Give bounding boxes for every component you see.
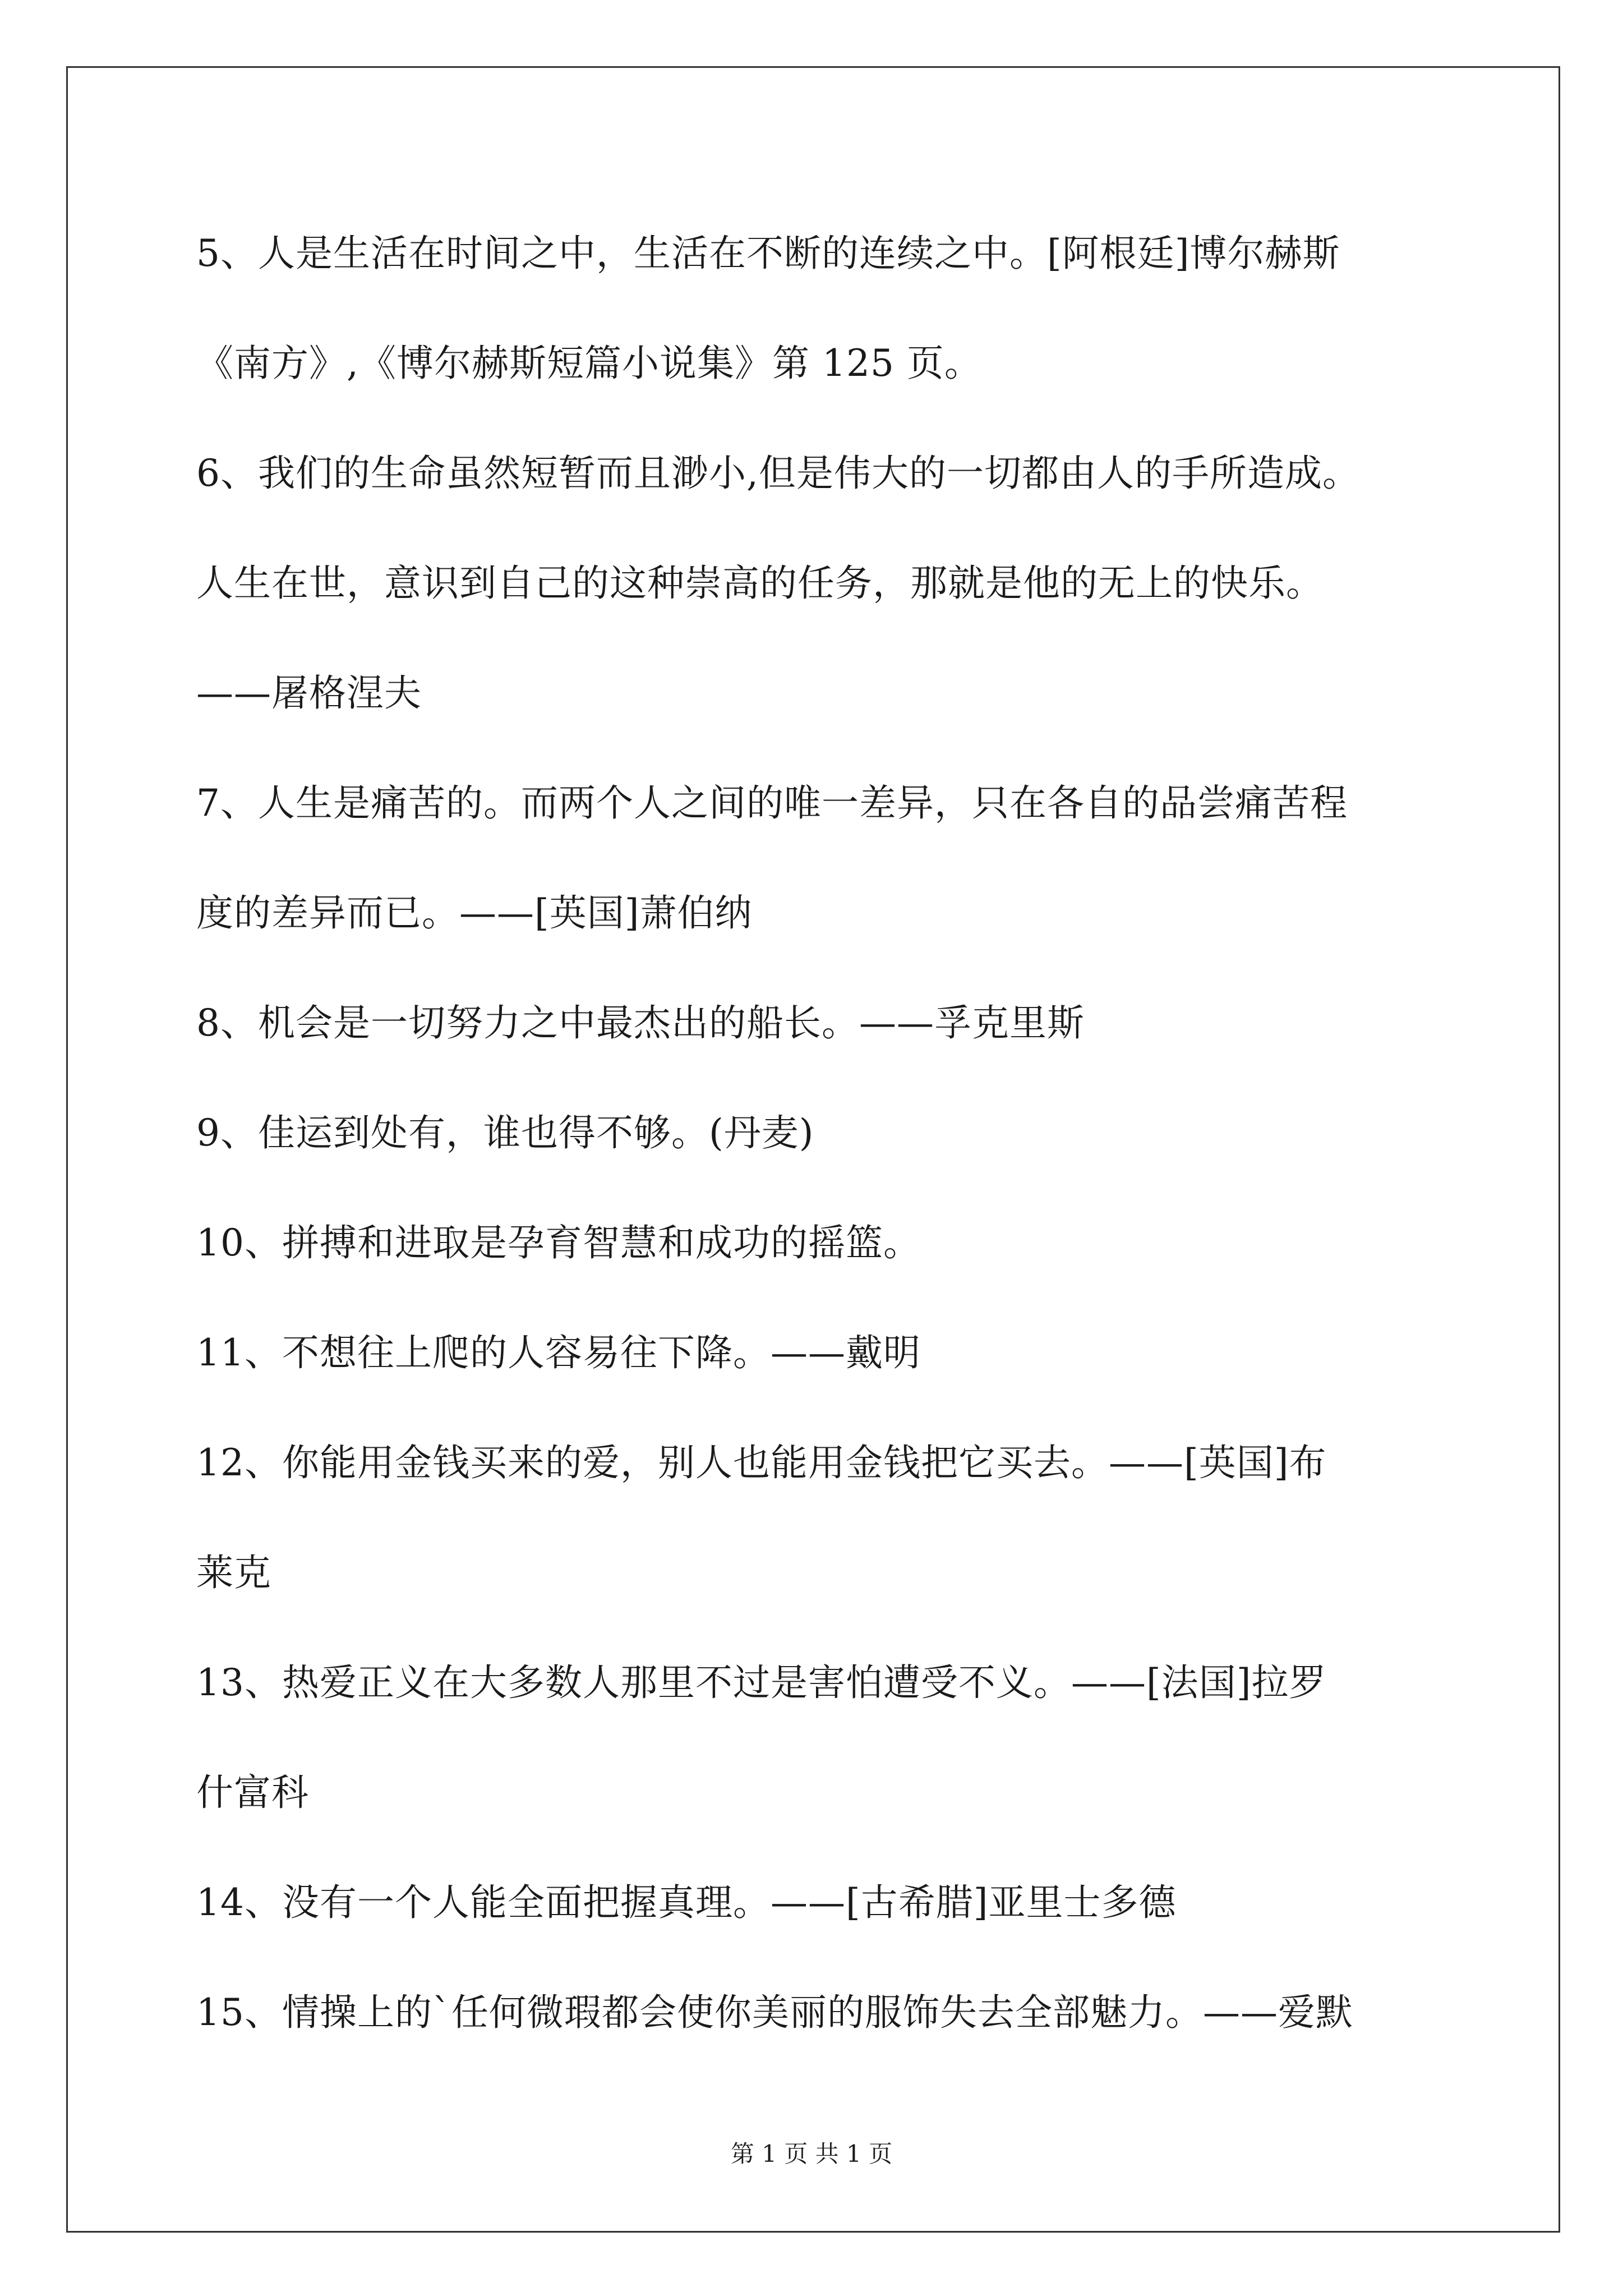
text-line: 人生在世，意识到自己的这种崇高的任务，那就是他的无上的快乐。 [196,562,1324,605]
text-line: 9、佳运到处有，谁也得不够。(丹麦) [196,1111,814,1154]
text-line: 11、不想往上爬的人容易往下降。——戴明 [196,1331,921,1374]
text-line: 10、拼搏和进取是孕育智慧和成功的摇篮。 [196,1221,921,1264]
text-line: 什富科 [196,1771,309,1814]
text-line: 15、情操上的`任何微瑕都会使你美丽的服饰失去全部魅力。——爱默 [196,1991,1353,2034]
text-line: 度的差异而已。——[英国]萧伯纳 [196,891,753,935]
document-body [196,220,1436,2089]
text-line: 14、没有一个人能全面把握真理。——[古希腊]亚里士多德 [196,1881,1177,1924]
text-line: 8、机会是一切努力之中最杰出的船长。——孚克里斯 [196,1001,1085,1045]
text-line: 12、你能用金钱买来的爱，别人也能用金钱把它买去。——[英国]布 [196,1441,1327,1484]
text-line: 《南方》,《博尔赫斯短篇小说集》第 125 页。 [196,342,982,385]
text-line: 5、人是生活在时间之中，生活在不断的连续之中。[阿根廷]博尔赫斯 [196,232,1340,275]
text-line: 莱克 [196,1551,271,1594]
text-line: 6、我们的生命虽然短暂而且渺小,但是伟大的一切都由人的手所造成。 [196,452,1360,495]
page-number: 第 1 页 共 1 页 [730,2140,893,2168]
text-line: 7、人生是痛苦的。而两个人之间的唯一差异，只在各自的品尝痛苦程 [196,781,1348,825]
text-line: 13、热爱正义在大多数人那里不过是害怕遭受不义。——[法国]拉罗 [196,1661,1327,1704]
text-line: ——屠格涅夫 [196,671,422,715]
